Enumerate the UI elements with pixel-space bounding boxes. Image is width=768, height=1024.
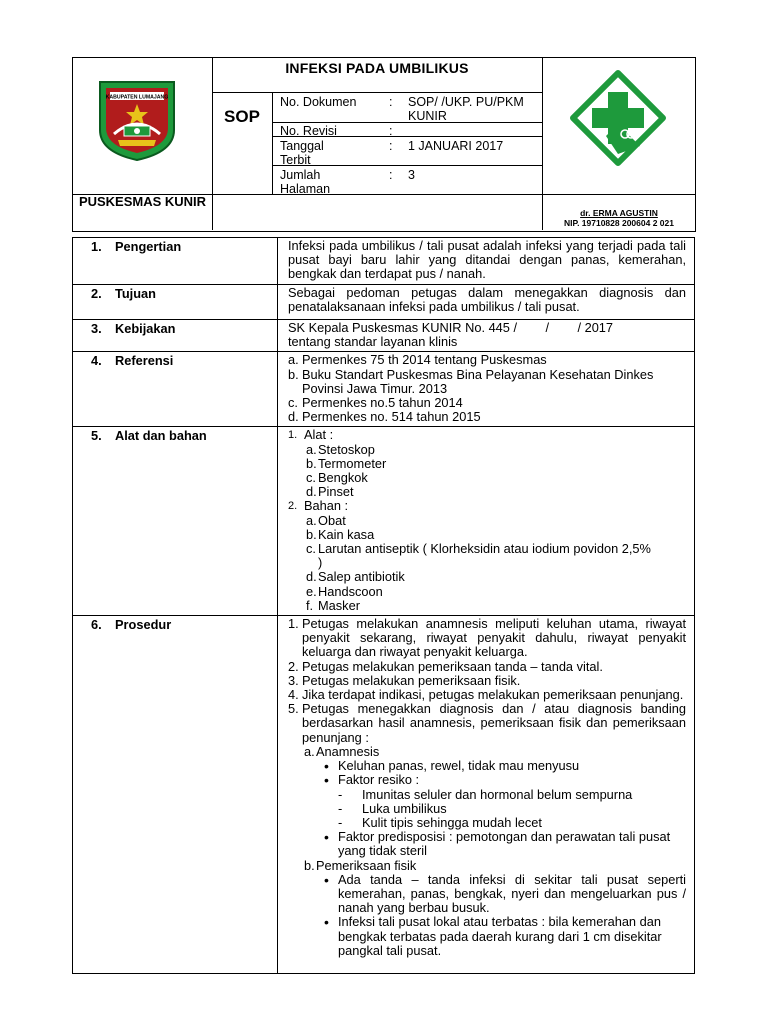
signer-nip: NIP. 19710828 200604 2 021 — [564, 218, 674, 228]
puskesmas-logo — [570, 70, 666, 166]
row-kebijakan — [73, 320, 695, 352]
list-item: f. Masker — [306, 597, 360, 613]
tujuan-text: Sebagai pedoman petugas dalam menegakkan diagnosis dan penatalaksanaan infeksi pada umbilikus / tali pusat. — [278, 285, 695, 320]
page-count-value: 3 — [408, 168, 415, 182]
referensi-list — [288, 353, 686, 424]
divider — [542, 58, 543, 230]
row-number: 4. — [91, 353, 102, 369]
list-item: 4. Jika terdapat indikasi, petugas melakukan pemeriksaan penunjang. — [288, 687, 684, 703]
header-table — [72, 57, 696, 232]
list-item: b. Termometer — [306, 455, 387, 471]
row-prosedur — [73, 616, 695, 974]
divider — [272, 92, 273, 195]
row-number: 2. — [91, 286, 102, 301]
list-item: a. Obat — [306, 512, 346, 528]
kebijakan-line-2: tentang standar layanan klinis — [288, 334, 458, 350]
sop-body-table — [72, 237, 695, 974]
row-number: 3. — [91, 321, 102, 336]
page-count-label: Jumlah Halaman — [280, 168, 331, 196]
row-tujuan — [73, 285, 695, 320]
list-item: - Luka umbilikus — [338, 802, 686, 816]
list-item: d. Salep antibiotik — [306, 569, 405, 585]
sop-label: SOP — [224, 107, 260, 126]
issue-date-sep: : — [389, 139, 393, 153]
list-item: 3. Petugas melakukan pemeriksaan fisik. — [288, 672, 521, 688]
alat-bahan-list — [288, 428, 686, 613]
list-item: 1. Petugas melakukan anamnesis meliputi keluhan utama, riwayat penyakit sekarang, riwayat penyakit dahulu, riwayat penyakit keluarga dan riwayat penyakit keluarga. — [288, 616, 686, 660]
list-item: d. Permenkes no. 514 tahun 2015 — [288, 409, 481, 425]
row-number: 6. — [91, 617, 102, 633]
signer-name: dr. ERMA AGUSTIN — [580, 208, 658, 218]
row-number: 1. — [91, 239, 102, 254]
svg-text:KABUPATEN LUMAJANG: KABUPATEN LUMAJANG — [105, 94, 169, 101]
list-item: • Faktor resiko : - Imunitas seluler dan hormonal belum sempurna - Luka umbilikus - Kulit tipis sehingga mudah lecet — [324, 773, 686, 830]
list-item: d. Pinset — [306, 484, 354, 500]
kebijakan-line-1: SK Kepala Puskesmas KUNIR No. 445 / / / 2017 — [288, 320, 614, 335]
list-item: • Faktor predisposisi : pemotongan dan perawatan tali pusat yang tidak steril — [324, 830, 686, 858]
list-item: - Imunitas seluler dan hormonal belum sempurna — [338, 788, 686, 802]
list-item: b. Kain kasa — [306, 526, 375, 542]
doc-number-value: SOP/ /UKP. PU/PKM KUNIR — [408, 95, 524, 123]
list-item: a. Anamnesis • Keluhan panas, rewel, tidak mau menyusu • Faktor resiko : - Imunitas seluler dan hormonal belum sempurna - Luka umbilikus - Kulit tipis sehingga mudah lecet • Faktor predisposisi : pemotongan dan perawatan tali pusat yang tidak steril — [304, 745, 686, 859]
list-item: b. Buku Standart Puskesmas Bina Pelayanan Kesehatan Dinkes Povinsi Jawa Timur. 2013 — [288, 366, 654, 396]
row-pengertian — [73, 238, 695, 285]
list-item: c. Permenkes no.5 tahun 2014 — [288, 395, 463, 411]
doc-number-label: No. Dokumen — [280, 95, 357, 109]
list-item: a. Stetoskop — [306, 441, 375, 457]
issue-date-value: 1 JANUARI 2017 — [408, 139, 504, 153]
page-count-sep: : — [389, 168, 393, 182]
list-item: e. Handscoon — [306, 583, 383, 599]
list-item: b. Pemeriksaan fisik • Ada tanda – tanda infeksi di sekitar tali pusat seperti kemerahan, panas, bengkak, nyeri dan mengeluarkan pus / nanah yang berbau busuk. • Infeksi tali pusat lokal atau terbatas : bila kemerahan dan bengkak terbatas pada daerah kurang dari 1 cm disekitar pangkal tali pusat. — [304, 859, 686, 958]
list-item: • Keluhan panas, rewel, tidak mau menyusu — [324, 759, 686, 773]
row-alat-bahan — [73, 427, 695, 616]
list-item: c. Larutan antiseptik ( Klorheksidin atau iodium povidon 2,5% ) — [306, 541, 651, 571]
list-item: 5. Petugas menegakkan diagnosis dan / atau diagnosis banding berdasarkan hasil anamnesis, pemeriksaan fisik dan pemeriksaan penunjang : a. Anamnesis • Keluhan panas, rewel, tidak mau menyusu • Faktor resiko : - Imunitas seluler dan hormonal belum sempurna - Luka umbilikus - Kulit tipis sehingga mudah lecet • Faktor predisposisi : pemotongan dan perawatan tali pusat yang tidak steril b. Pemeriksaan fisik • Ada tanda – tanda infeksi di sekitar tali pusat seperti kemerahan, panas, bengkak, nyeri dan mengeluarkan pus / nanah yang berbau busuk. • Infeksi tali pusat lokal atau terbatas : bila kemerahan dan bengkak terbatas pada daerah kurang dari 1 cm disekitar pangkal tali pusat. — [288, 702, 686, 958]
row-label: Pengertian — [115, 239, 182, 254]
list-item: a. Permenkes 75 th 2014 tentang Puskesmas — [288, 352, 547, 368]
row-label: Referensi — [115, 353, 174, 369]
row-label: Alat dan bahan — [115, 428, 207, 444]
row-label: Kebijakan — [115, 321, 176, 336]
prosedur-list — [288, 617, 686, 958]
pengertian-text: Infeksi pada umbilikus / tali pusat adalah infeksi yang terjadi pada tali pusat bayi baru lahir yang ditandai dengan panas, kemerahan, bengkak dan terdapat pus / nanah. — [278, 238, 695, 285]
list-item: 2. Petugas melakukan pemeriksaan tanda – tanda vital. — [288, 658, 603, 674]
kabupaten-lumajang-logo — [96, 78, 178, 162]
document-title: INFEKSI PADA UMBILIKUS — [285, 60, 469, 76]
list-item: 2. Bahan : a. Obat b. Kain kasa c. Larutan antiseptik ( Klorheksidin atau iodium povidon 2,5% ) d. Salep antibiotik e. Handscoon f. Masker — [288, 499, 686, 613]
row-label: Prosedur — [115, 617, 172, 633]
list-item: c. Bengkok — [306, 470, 368, 486]
revision-label: No. Revisi — [280, 124, 337, 138]
list-item: - Kulit tipis sehingga mudah lecet — [338, 816, 686, 830]
doc-number-sep: : — [389, 95, 393, 109]
list-item: • Infeksi tali pusat lokal atau terbatas : bila kemerahan dan bengkak terbatas pada daerah kurang dari 1 cm disekitar pangkal tali pusat. — [324, 915, 686, 958]
divider — [212, 58, 213, 230]
row-referensi — [73, 352, 695, 427]
divider — [212, 92, 542, 93]
issue-date-label: Tanggal Terbit — [280, 139, 324, 167]
list-item: • Ada tanda – tanda infeksi di sekitar tali pusat seperti kemerahan, panas, bengkak, nyeri dan mengeluarkan pus / nanah yang berbau busuk. — [324, 873, 686, 916]
row-label: Tujuan — [115, 286, 156, 301]
revision-sep: : — [389, 124, 393, 138]
row-number: 5. — [91, 428, 102, 444]
list-item: 1. Alat : a. Stetoskop b. Termometer c. Bengkok d. Pinset — [288, 428, 686, 499]
org-name: PUSKESMAS KUNIR — [78, 194, 207, 209]
